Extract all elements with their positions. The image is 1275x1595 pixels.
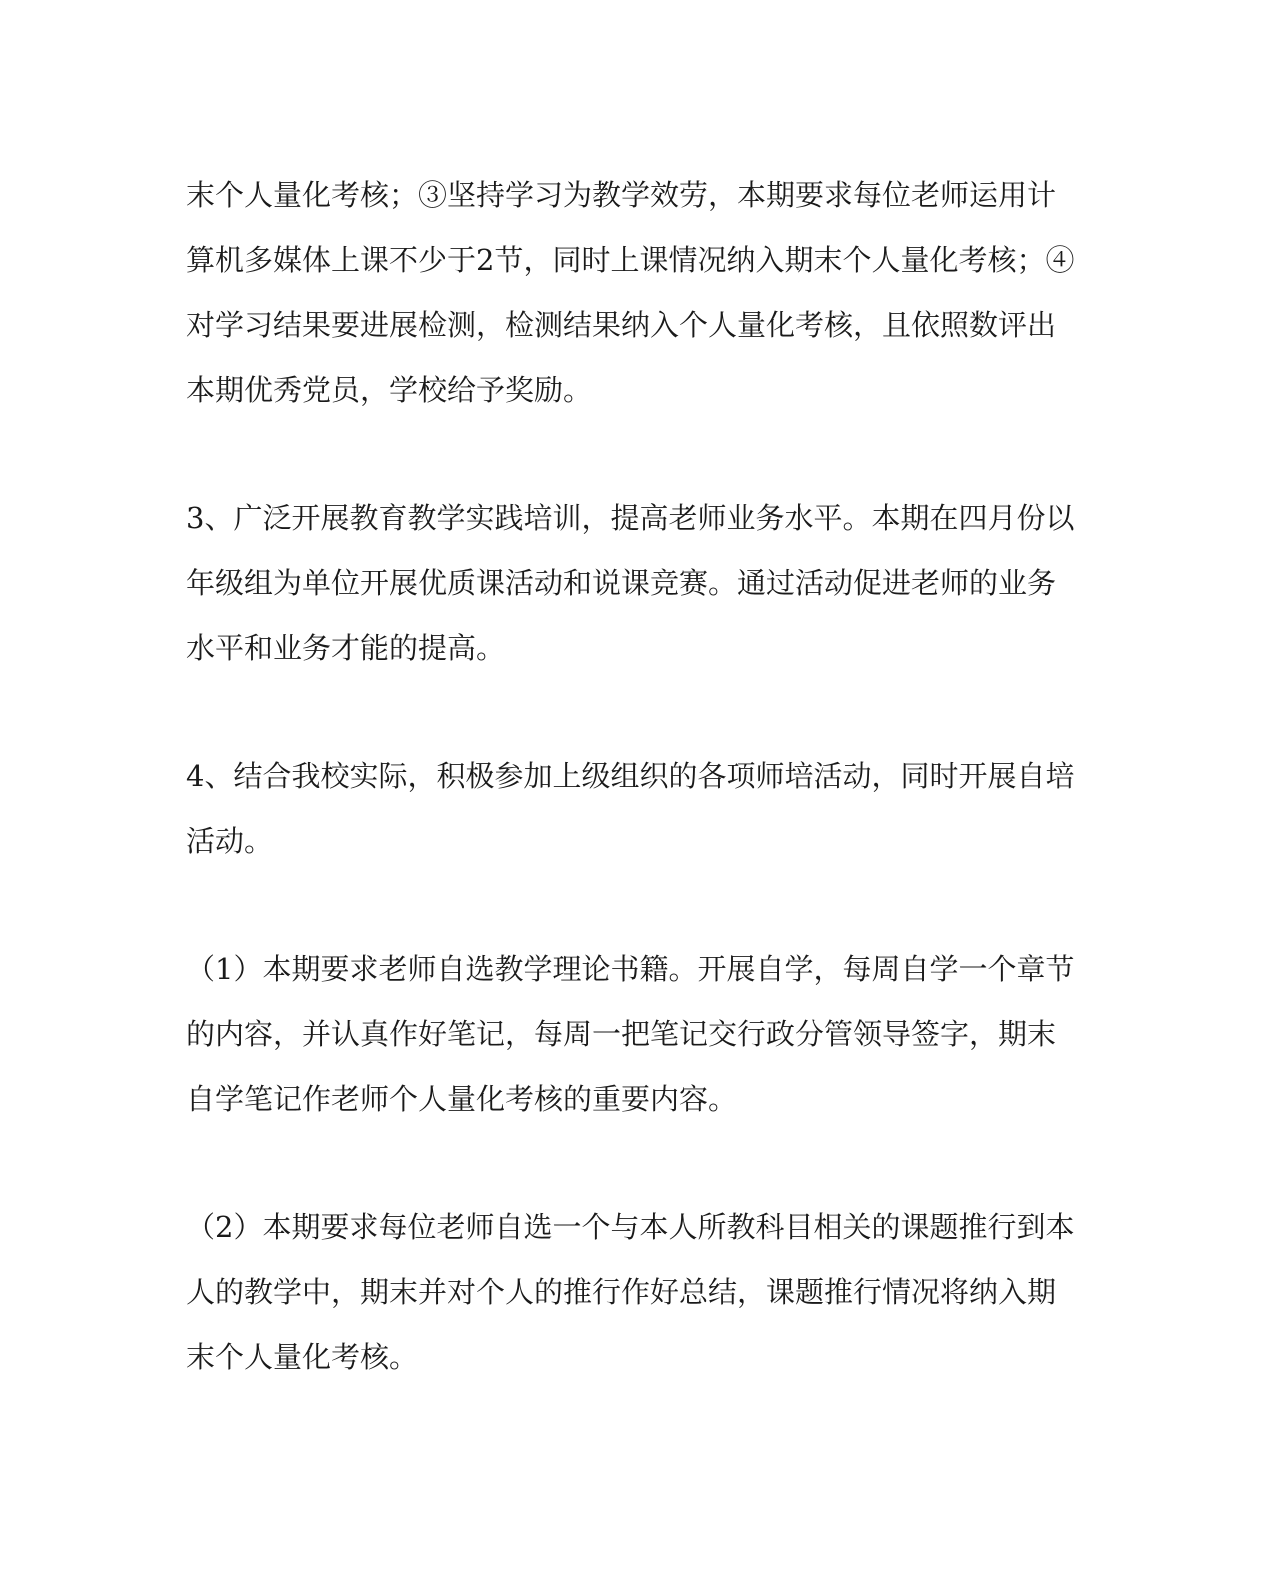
paragraph-gap [186,874,1076,937]
paragraph-gap [186,1132,1076,1195]
paragraph-item-3 [186,486,1076,681]
paragraph-item-4 [186,744,1076,874]
text-line: 水平和业务才能的提高。 [186,631,506,665]
paragraph-gap [186,681,1076,744]
text-line: 3、广泛开展教育教学实践培训，提高老师业务水平。本期在四月份以 [186,501,1075,535]
paragraph-continuation [186,163,1076,423]
text-line: 算机多媒体上课不少于2节，同时上课情况纳入期末个人量化考核；④ [186,243,1075,277]
paragraph-subitem-1 [186,937,1076,1132]
text-line: 年级组为单位开展优质课活动和说课竞赛。通过活动促进老师的业务 [186,566,1057,600]
text-line: 的内容，并认真作好笔记，每周一把笔记交行政分管领导签字，期末 [186,1017,1057,1051]
text-line: 4、结合我校实际，积极参加上级组织的各项师培活动，同时开展自培 [186,759,1075,793]
text-line: 本期优秀党员，学校给予奖励。 [186,373,593,407]
text-line: （2）本期要求每位老师自选一个与本人所教科目相关的课题推行到本 [186,1210,1075,1244]
text-line: 末个人量化考核；③坚持学习为教学效劳，本期要求每位老师运用计 [186,178,1057,212]
text-line: 人的教学中，期末并对个人的推行作好总结，课题推行情况将纳入期 [186,1275,1057,1309]
paragraph-gap [186,423,1076,486]
text-line: （1）本期要求老师自选教学理论书籍。开展自学，每周自学一个章节 [186,952,1075,986]
text-line: 活动。 [186,824,274,858]
text-line: 末个人量化考核。 [186,1340,419,1374]
document-body [186,163,1076,1390]
text-line: 对学习结果要进展检测，检测结果纳入个人量化考核，且依照数评出 [186,308,1057,342]
text-line: 自学笔记作老师个人量化考核的重要内容。 [186,1082,738,1116]
paragraph-subitem-2 [186,1195,1076,1390]
